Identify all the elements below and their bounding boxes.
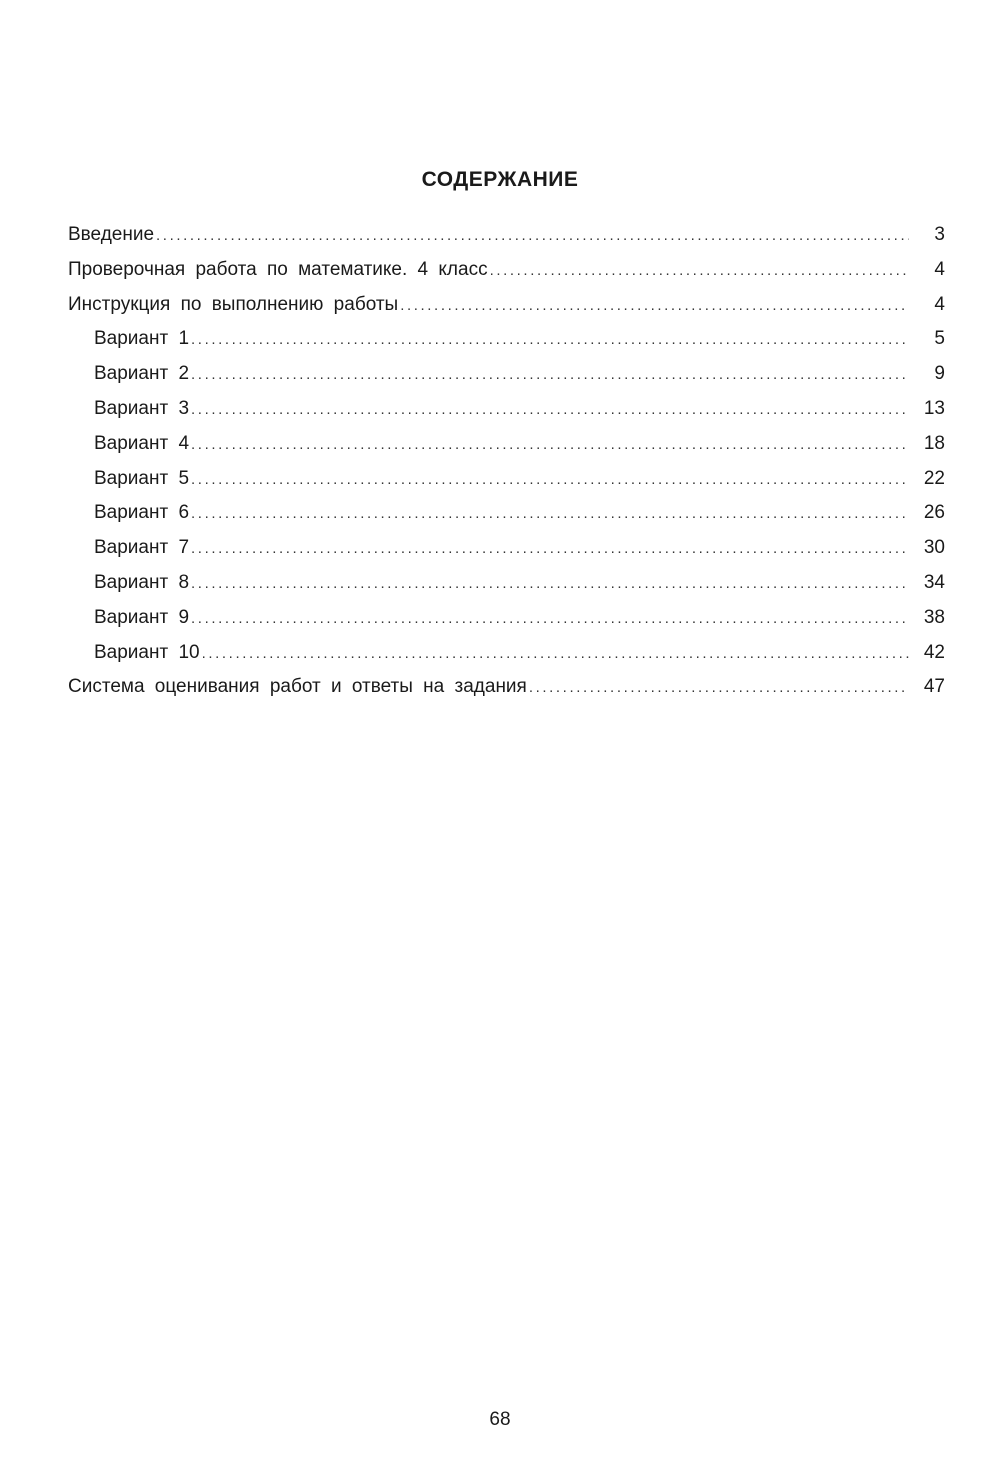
toc-entry-label: Вариант 7 bbox=[94, 537, 190, 559]
toc-entry-answers bbox=[68, 676, 945, 711]
dot-leader bbox=[191, 540, 909, 557]
dot-leader bbox=[490, 262, 909, 279]
toc-entry-label: Вариант 10 bbox=[94, 641, 200, 663]
toc-entry-instructions bbox=[68, 294, 945, 329]
toc-entry-page: 4 bbox=[934, 293, 945, 315]
toc-entry-label: Вариант 6 bbox=[94, 502, 190, 524]
toc-entry-page: 47 bbox=[923, 676, 945, 698]
table-of-contents bbox=[68, 224, 945, 711]
toc-entry-label: Введение bbox=[68, 224, 155, 245]
dot-leader bbox=[191, 401, 909, 418]
toc-entry-page: 42 bbox=[923, 641, 945, 663]
toc-entry-label: Вариант 5 bbox=[94, 467, 190, 489]
toc-entry-variant-10 bbox=[68, 642, 945, 677]
dot-leader bbox=[191, 575, 909, 592]
dot-leader bbox=[202, 645, 909, 662]
page-title: СОДЕРЖАНИЕ bbox=[421, 168, 579, 191]
toc-entry-label: Инструкция по выполнению работы bbox=[68, 293, 399, 315]
toc-entry-page: 38 bbox=[923, 606, 945, 628]
toc-entry-label: Вариант 4 bbox=[94, 432, 190, 454]
toc-entry-page: 13 bbox=[923, 397, 945, 419]
page-number: 68 bbox=[489, 1409, 511, 1430]
dot-leader bbox=[191, 436, 909, 453]
toc-entry-variant-1 bbox=[68, 328, 945, 363]
dot-leader bbox=[156, 227, 909, 244]
dot-leader bbox=[191, 366, 909, 383]
toc-entry-variant-4 bbox=[68, 433, 945, 468]
dot-leader bbox=[191, 471, 909, 488]
toc-entry-variant-5 bbox=[68, 468, 945, 503]
dot-leader bbox=[400, 297, 909, 314]
toc-entry-variant-6 bbox=[68, 502, 945, 537]
toc-entry-label: Система оценивания работ и ответы на задания bbox=[68, 676, 527, 698]
toc-entry-label: Вариант 1 bbox=[94, 328, 190, 350]
toc-entry-variant-8 bbox=[68, 572, 945, 607]
toc-entry-label: Проверочная работа по математике. 4 класс bbox=[68, 258, 488, 280]
toc-entry-page: 18 bbox=[923, 432, 945, 454]
toc-entry-page: 26 bbox=[923, 502, 945, 524]
dot-leader bbox=[191, 331, 909, 348]
dot-leader bbox=[191, 505, 909, 522]
toc-entry-variant-2 bbox=[68, 363, 945, 398]
toc-entry-page: 34 bbox=[923, 571, 945, 593]
toc-entry-test bbox=[68, 259, 945, 294]
toc-entry-introduction bbox=[68, 224, 945, 259]
toc-entry-variant-9 bbox=[68, 607, 945, 642]
toc-entry-page: 22 bbox=[923, 467, 945, 489]
toc-entry-page: 30 bbox=[923, 537, 945, 559]
toc-entry-label: Вариант 9 bbox=[94, 606, 190, 628]
dot-leader bbox=[191, 610, 909, 627]
toc-entry-label: Вариант 8 bbox=[94, 571, 190, 593]
toc-entry-page: 5 bbox=[934, 328, 945, 350]
toc-entry-variant-7 bbox=[68, 537, 945, 572]
toc-entry-variant-3 bbox=[68, 398, 945, 433]
toc-entry-page: 3 bbox=[934, 224, 945, 245]
dot-leader bbox=[529, 679, 909, 696]
toc-entry-page: 4 bbox=[934, 258, 945, 280]
toc-entry-page: 9 bbox=[934, 363, 945, 385]
toc-entry-label: Вариант 2 bbox=[94, 363, 190, 385]
toc-entry-label: Вариант 3 bbox=[94, 397, 190, 419]
